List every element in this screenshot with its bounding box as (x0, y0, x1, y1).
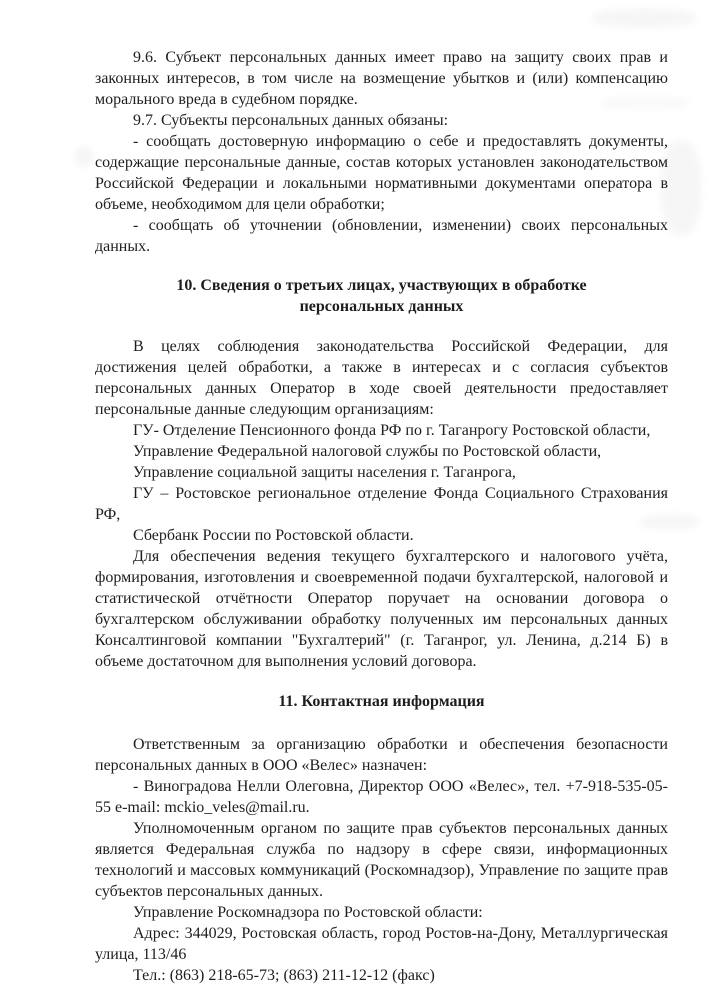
list-item-pension-fund: ГУ- Отделение Пенсионного фонда РФ по г. Таганрогу Ростовской области, (133, 422, 651, 439)
paragraph-responsible-person-intro: Ответственным за организацию обработки и обеспечения безопасности персональных данных в ООО «Велес» назначен: (95, 736, 668, 774)
list-item-provide-info: - сообщать достоверную информацию о себе и предоставлять документы, содержащие персональные данные, состав которых установлен законодательством Российской Федерации и локальными нормативными документами оператора в объеме, необходимом для цели обработки; (95, 133, 668, 213)
list-item-sberbank: Сбербанк России по Ростовской области. (133, 527, 414, 544)
paragraph-9-6: 9.6. Субъект персональных данных имеет право на защиту своих прав и законных интересов, в том числе на возмещение убытков и (или) компенсацию морального вреда в судебном порядке. (95, 49, 668, 108)
paragraph-phone: Тел.: (863) 218-65-73; (863) 211-12-12 (факс) (133, 967, 435, 984)
scan-artifact (74, 146, 94, 168)
section-heading-11: 11. Контактная информация (278, 693, 485, 710)
section-heading-10: 10. Сведения о третьих лицах, участвующих в обработке персональных данных (176, 277, 587, 315)
scan-artifact (592, 8, 696, 28)
paragraph-responsible-person-contact: - Виноградова Нелли Олеговна, Директор ООО «Велес», тел. +7-918-535-05-55 e-mail: mckio_veles@mail.ru. (95, 778, 668, 816)
paragraph-authority-roskomnadzor: Уполномоченным органом по защите прав субъектов персональных данных является Федеральная служба по надзору в сфере связи, информационных технологий и массовых коммуникаций (Роскомнадзор), Управление по защите прав субъектов персональных данных. (95, 820, 668, 900)
list-item-social-protection: Управление социальной защиты населения г. Таганрога, (133, 464, 516, 481)
paragraph-address: Адрес: 344029, Ростовская область, город Ростов-на-Дону, Металлургическая улица, 113/46 (95, 925, 668, 963)
list-item-tax-service: Управление Федеральной налоговой службы по Ростовской области, (133, 443, 602, 460)
paragraph-accounting-outsourcing: Для обеспечения ведения текущего бухгалтерского и налогового учёта, формирования, изготовления и своевременной подачи бухгалтерской, налоговой и статистической отчётности Оператор поручает на основании договора о бухгалтерском обслуживании обработку полученных им персональных данных Консалтинговой компании "Бухгалтерий" (г. Таганрог, ул. Ленина, д.214 Б) в объеме достаточном для выполнения условий договора. (95, 548, 668, 670)
list-item-social-insurance: ГУ – Ростовское региональное отделение Фонда Социального Страхования РФ, (95, 485, 668, 523)
document-body (95, 47, 668, 986)
paragraph-third-parties-intro: В целях соблюдения законодательства Российской Федерации, для достижения целей обработки, а также в интересах и с согласия субъектов персональных данных Оператор в ходе своей деятельности предоставляет персональные данные следующим организациям: (95, 338, 668, 418)
paragraph-roskomnadzor-office: Управление Роскомнадзора по Ростовской области: (133, 904, 483, 921)
list-item-report-updates: - сообщать об уточнении (обновлении, изменении) своих персональных данных. (95, 217, 668, 255)
paragraph-9-7: 9.7. Субъекты персональных данных обязаны: (133, 112, 449, 129)
